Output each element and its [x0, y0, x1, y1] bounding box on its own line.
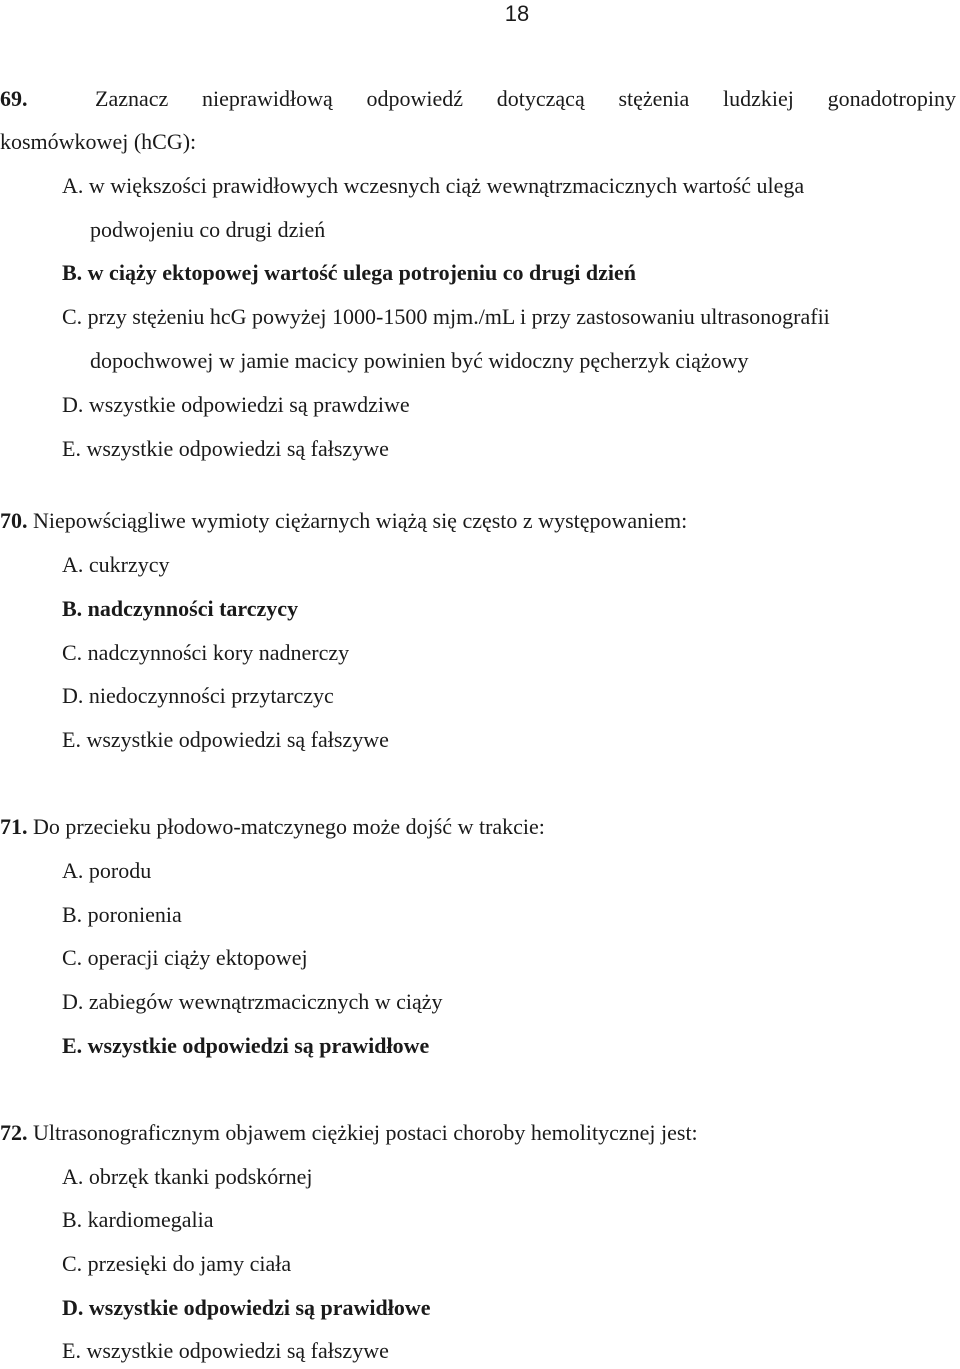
- option-c-cont: dopochwowej w jamie macicy powinien być widoczny pęcherzyk ciążowy: [90, 348, 749, 373]
- question-number: 72.: [0, 1120, 28, 1145]
- option-b: B. poronienia: [62, 902, 182, 927]
- question-stem-text: Do przecieku płodowo-matczynego może dojść w trakcie:: [33, 814, 545, 839]
- option-e: E. wszystkie odpowiedzi są fałszywe: [62, 436, 389, 461]
- option-d: D. zabiegów wewnątrzmacicznych w ciąży: [62, 989, 443, 1014]
- question-stem: [0, 1118, 698, 1148]
- option-a: A. obrzęk tkanki podskórnej: [62, 1164, 313, 1189]
- option-b: B. kardiomegalia: [62, 1207, 214, 1232]
- question-stem: [0, 812, 545, 842]
- option-e: E. wszystkie odpowiedzi są fałszywe: [62, 727, 389, 752]
- option-c: C. przy stężeniu hcG powyżej 1000-1500 mjm./mL i przy zastosowaniu ultrasonografii: [62, 304, 830, 329]
- page-number: 18: [504, 1, 530, 26]
- option-e: E. wszystkie odpowiedzi są fałszywe: [62, 1338, 389, 1363]
- option-c: C. przesięki do jamy ciała: [62, 1251, 292, 1276]
- question-number: 69.: [0, 86, 28, 111]
- question-number: 71.: [0, 814, 28, 839]
- option-c: C. operacji ciąży ektopowej: [62, 945, 308, 970]
- option-b: B. nadczynności tarczycy: [62, 596, 299, 621]
- option-a: A. porodu: [62, 858, 152, 883]
- option-e: E. wszystkie odpowiedzi są prawidłowe: [62, 1033, 430, 1058]
- question-stem-text: Ultrasonograficznym objawem ciężkiej postaci choroby hemolitycznej jest:: [33, 1120, 698, 1145]
- question-stem: [0, 84, 956, 114]
- option-d: D. wszystkie odpowiedzi są prawdziwe: [62, 392, 410, 417]
- option-a-cont: podwojeniu co drugi dzień: [90, 217, 326, 242]
- question-stem-text: Niepowściągliwe wymioty ciężarnych wiążą się często z występowaniem:: [33, 508, 688, 533]
- option-a: A. w większości prawidłowych wczesnych ciąż wewnątrzmacicznych wartość ulega: [62, 173, 805, 198]
- question-stem: [0, 506, 687, 536]
- option-d: D. wszystkie odpowiedzi są prawidłowe: [62, 1295, 431, 1320]
- option-d: D. niedoczynności przytarczyc: [62, 683, 334, 708]
- option-a: A. cukrzycy: [62, 552, 170, 577]
- question-stem-cont: kosmówkowej (hCG):: [0, 129, 197, 154]
- question-number: 70.: [0, 508, 28, 533]
- option-c: C. nadczynności kory nadnerczy: [62, 640, 350, 665]
- question-stem-text: Zaznacz nieprawidłową odpowiedź dotyczącą stężenia ludzkiej gonadotropiny: [95, 86, 956, 111]
- option-b: B. w ciąży ektopowej wartość ulega potrojeniu co drugi dzień: [62, 260, 636, 285]
